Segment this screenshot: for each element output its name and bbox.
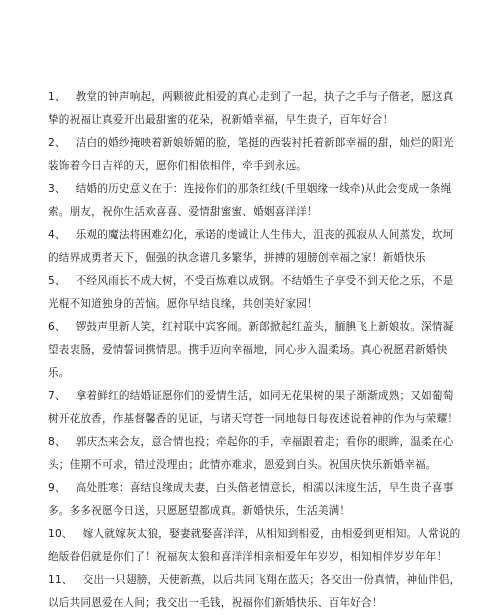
item-number: 7、: [48, 390, 66, 402]
item-number: 6、: [48, 321, 66, 333]
wish-list: [48, 86, 464, 615]
list-item: [48, 523, 464, 569]
list-item: [48, 569, 464, 615]
item-text: 拿着鲜红的结婚证愿你们的爱情生活，如同无花果树的果子渐渐成熟；又如葡萄树开花放香，作基督馨香的见证，与诸天穹苍一同地每日每夜述说着神的作为与荣耀！: [48, 390, 459, 425]
item-number: 3、: [48, 183, 66, 195]
item-text: 交出一只翅膀，天使新燕，以后共同飞翔在蓝天；各交出一份真情，神仙伴侣，以后共同恩爱在人间；我交出一毛钱，祝福你们新婚快乐、百年好合！: [48, 574, 461, 609]
list-item: [48, 86, 464, 132]
list-item: [48, 178, 464, 224]
item-text: 嫁人就嫁灰太狼，娶妻就娶喜洋洋，从相知到相爱，由相爱到更相知。人常说的绝版眷侣就是你们了！祝福灰太狼和喜洋洋相亲相爱年年岁岁，相知相伴岁岁年年！: [48, 528, 461, 563]
list-item: [48, 477, 464, 523]
item-text: 郭庆杰来会友，意合情也投；牵起你的手，幸福跟着走；看你的眼眸，温柔在心头；佳期不可求，错过没理由；此情亦难求，恩爱到白头。祝国庆快乐新婚幸福。: [48, 436, 454, 471]
list-item: [48, 431, 464, 477]
item-number: 1、: [48, 91, 66, 103]
item-number: 4、: [48, 229, 66, 241]
item-text: 洁白的婚纱掩映着新娘娇媚的脸，笔挺的西装衬托着新郎幸福的甜，灿烂的阳光装饰着今日吉祥的天，愿你们相依相伴，牵手到永远。: [48, 137, 454, 172]
list-item: [48, 385, 464, 431]
item-text: 结婚的历史意义在于：连接你们的那条红线(千里姻缘一线牵)从此会变成一条绳索。朋友，祝你生活欢喜喜、爱情甜蜜蜜、婚姻喜洋洋！: [48, 183, 452, 218]
item-text: 锣鼓声里新人笑，红衬联中宾客闹。新郎掀起红盖头，腼腆飞上新娘妆。深情凝望表衷肠，爱情誓词携情思。携手迈向幸福地，同心步入温柔场。真心祝愿君新婚快乐。: [48, 321, 454, 379]
list-item: [48, 316, 464, 385]
item-text: 不经风雨长不成大树，不受百炼难以成钢。不结婚生子享受不到天伦之乐，不是光棍不知道独身的苦恼。愿你早结良缘，共创美好家园！: [48, 275, 454, 310]
item-text: 教堂的钟声响起，两颗彼此相爱的真心走到了一起，执子之手与子偕老，愿这真挚的祝福让真爱开出最甜蜜的花朵，祝新婚幸福，早生贵子，百年好合！: [48, 91, 454, 126]
list-item: [48, 224, 464, 270]
item-number: 2、: [48, 137, 66, 149]
item-number: 10、: [48, 528, 73, 540]
item-number: 5、: [48, 275, 66, 287]
item-number: 9、: [48, 482, 66, 494]
list-item: [48, 270, 464, 316]
list-item: [48, 132, 464, 178]
item-number: 11、: [48, 574, 73, 586]
item-number: 8、: [48, 436, 66, 448]
item-text: 高处胜寒：喜结良缘成夫妻，白头偕老情意长，相濡以沫度生活，早生贵子喜事多。多多祝愿今日送，只愿愿望都成真。新婚快乐，生活美满！: [48, 482, 454, 517]
item-text: 乐观的魔法将困难幻化，承诺的虔诚让人生伟大，沮丧的孤寂从人间蒸发，坎坷的结界成勇者天下，倔强的执念谱几多繁华，拼搏的翅膀创幸福之家！新婚快乐: [48, 229, 454, 264]
